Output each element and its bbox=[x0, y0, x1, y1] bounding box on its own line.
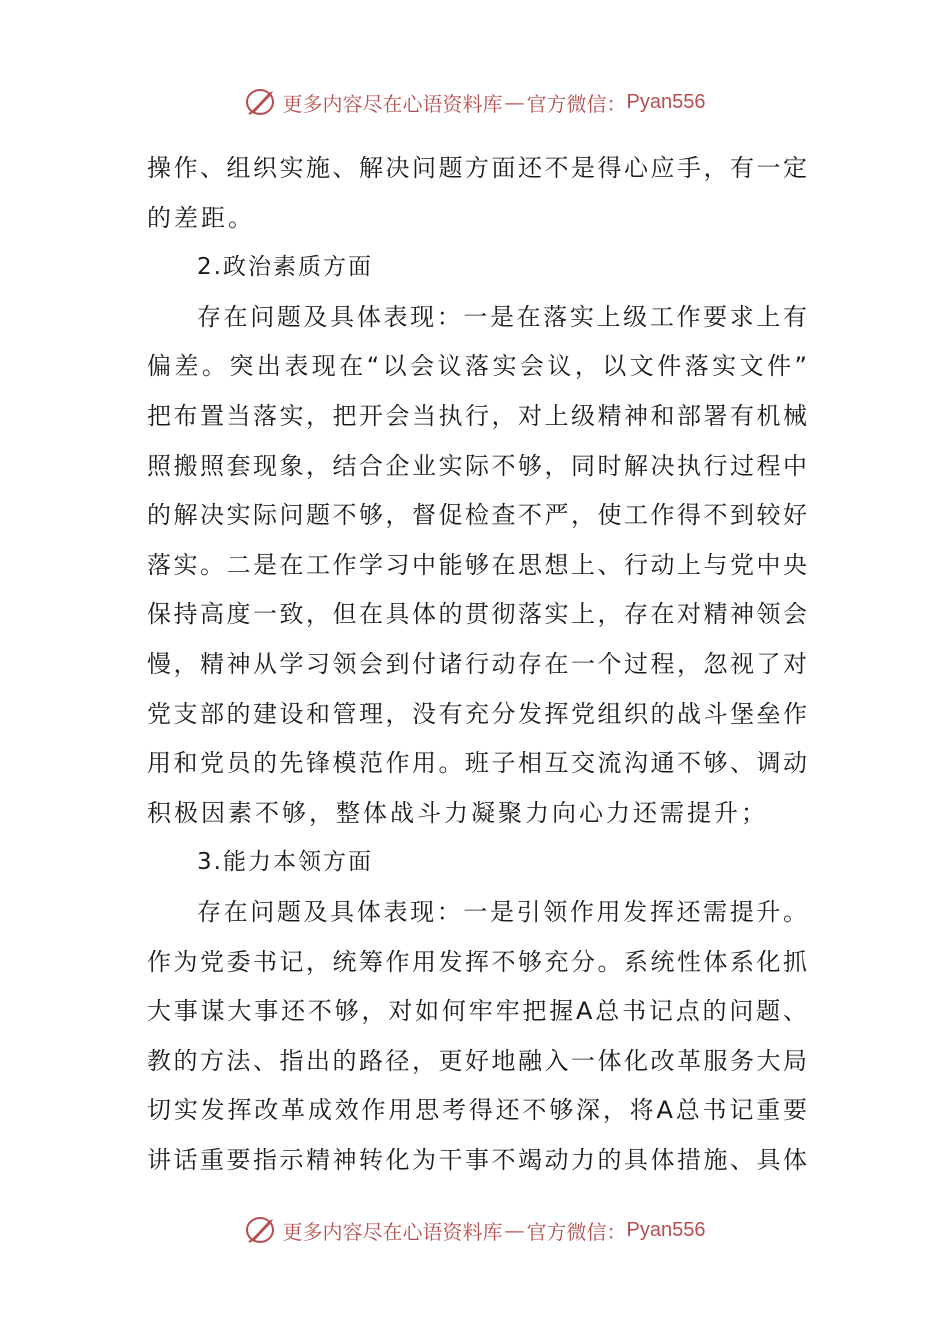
paragraph-line: 用和党员的先锋模范作用。班子相互交流沟通不够、调动 bbox=[147, 749, 807, 778]
paragraph-line: 讲话重要指示精神转化为干事不竭动力的具体措施、具体 bbox=[147, 1145, 807, 1174]
watermark-dash: — bbox=[504, 90, 525, 114]
watermark-banner-top bbox=[0, 82, 950, 122]
document-body bbox=[147, 144, 807, 1185]
watermark-suffix: 官方微信： bbox=[526, 1219, 627, 1244]
watermark-text: 更多内容尽在心语资料库 bbox=[282, 91, 503, 116]
section-heading: 3.能力本领方面 bbox=[197, 849, 373, 876]
watermark-text: 更多内容尽在心语资料库 bbox=[282, 1219, 503, 1244]
paragraph-line: 教的方法、指出的路径，更好地融入一体化改革服务大局 bbox=[147, 1046, 807, 1075]
paragraph-line: 慢，精神从学习领会到付诸行动存在一个过程，忽视了对 bbox=[147, 649, 807, 678]
paragraph-line: 把布置当落实，把开会当执行，对上级精神和部署有机械 bbox=[147, 401, 807, 430]
paragraph-line: 积极因素不够，整体战斗力凝聚力向心力还需提升； bbox=[147, 798, 768, 827]
quill-pen-logo-icon bbox=[245, 87, 279, 117]
watermark-dash: — bbox=[504, 1218, 525, 1242]
paragraph-line: 大事谋大事还不够，对如何牢牢把握A总书记点的问题、 bbox=[147, 997, 807, 1026]
paragraph-line: 保持高度一致，但在具体的贯彻落实上，存在对精神领会 bbox=[147, 600, 807, 629]
paragraph-line: 作为党委书记，统筹作用发挥不够充分。系统性体系化抓 bbox=[147, 947, 807, 976]
paragraph-line: 切实发挥改革成效作用思考得还不够深，将A总书记重要 bbox=[147, 1096, 807, 1125]
paragraph-line: 偏差。突出表现在“以会议落实会议，以文件落实文件” bbox=[147, 352, 807, 381]
paragraph-line: 的差距。 bbox=[147, 203, 255, 232]
paragraph-line: 党支部的建设和管理，没有充分发挥党组织的战斗堡垒作 bbox=[147, 699, 807, 728]
watermark-banner-bottom bbox=[0, 1210, 950, 1250]
paragraph-line: 存在问题及具体表现：一是引领作用发挥还需提升。 bbox=[197, 897, 807, 926]
quill-pen-logo-icon bbox=[245, 1215, 279, 1245]
watermark-suffix: 官方微信： bbox=[526, 91, 627, 116]
watermark-wechat-id: Pyan556 bbox=[626, 90, 706, 113]
paragraph-line: 照搬照套现象，结合企业实际不够，同时解决执行过程中 bbox=[147, 451, 807, 480]
paragraph-line: 存在问题及具体表现：一是在落实上级工作要求上有 bbox=[197, 302, 807, 331]
paragraph-line: 落实。二是在工作学习中能够在思想上、行动上与党中央 bbox=[147, 550, 807, 579]
watermark-wechat-id: Pyan556 bbox=[626, 1218, 706, 1241]
paragraph-line: 操作、组织实施、解决问题方面还不是得心应手，有一定 bbox=[147, 154, 807, 182]
section-heading: 2.政治素质方面 bbox=[197, 254, 373, 281]
paragraph-line: 的解决实际问题不够，督促检查不严，使工作得不到较好 bbox=[147, 501, 807, 530]
